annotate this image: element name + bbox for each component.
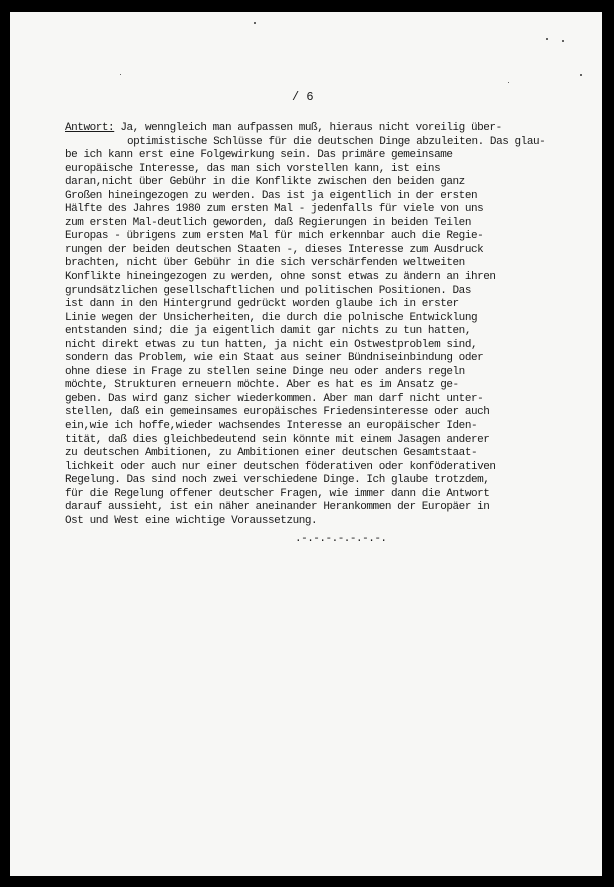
page-number: / 6 bbox=[292, 90, 314, 104]
text-line: optimistische Schlüsse für die deutschen Dinge abzuleiten. Das glau- bbox=[127, 135, 546, 148]
scan-speck bbox=[508, 82, 509, 83]
text-line: sondern das Problem, wie ein Staat aus seiner Bündniseinbindung oder bbox=[65, 352, 484, 365]
answer-label: Antwort: bbox=[65, 122, 115, 134]
text-line: entstanden sind; die ja eigentlich damit gar nichts zu tun hatten, bbox=[65, 325, 471, 338]
text-line: zum ersten Mal-deutlich geworden, daß Regierungen in beiden Teilen bbox=[65, 216, 471, 229]
text-line: lichkeit oder auch nur einer deutschen föderativen oder konföderativen bbox=[65, 460, 496, 473]
text-line: europäische Interesse, das man sich vorstellen kann, ist eins bbox=[65, 162, 441, 175]
text-line: ist dann in den Hintergrund gedrückt worden glaube ich in erster bbox=[65, 298, 459, 311]
text-line: rungen der beiden deutschen Staaten -, dieses Interesse zum Ausdruck bbox=[65, 243, 484, 256]
text-line: darauf aussieht, ist ein näher aneinander Herankommen der Europäer in bbox=[65, 501, 490, 514]
scan-speck bbox=[580, 74, 582, 76]
scan-speck bbox=[254, 22, 256, 24]
text-line: grundsätzlichen gesellschaftlichen und politischen Positionen. Das bbox=[65, 284, 471, 297]
text-line: für die Regelung offener deutscher Fragen, wie immer dann die Antwort bbox=[65, 487, 490, 500]
document-page bbox=[10, 12, 602, 876]
scan-speck bbox=[546, 38, 548, 40]
section-separator: .-.-.-.-.-.-.-. bbox=[295, 533, 387, 545]
text-line: stellen, daß ein gemeinsames europäisches Friedensinteresse oder auch bbox=[65, 406, 490, 419]
text-line: möchte, Strukturen erneuern möchte. Aber es hat es im Ansatz ge- bbox=[65, 379, 459, 392]
text-line: Ost und West eine wichtige Voraussetzung. bbox=[65, 514, 318, 527]
first-line-text: Ja, wenngleich man aufpassen muß, hieraus nicht voreilig über- bbox=[114, 122, 502, 134]
text-line: geben. Das wird ganz sicher wiederkommen. Aber man darf nicht unter- bbox=[65, 392, 484, 405]
scan-speck bbox=[562, 40, 564, 42]
text-line: Linie wegen der Unsicherheiten, die durch die polnische Entwicklung bbox=[65, 311, 478, 324]
text-line: nicht direkt etwas zu tun hatten, ja nicht ein Ostwestproblem sind, bbox=[65, 338, 478, 351]
text-line: Konflikte hineingezogen zu werden, ohne sonst etwas zu ändern an ihren bbox=[65, 271, 496, 284]
text-line: Europas - übrigens zum ersten Mal für mich erkennbar auch die Regie- bbox=[65, 230, 484, 243]
text-line: be ich kann erst eine Folgewirkung sein. Das primäre gemeinsame bbox=[65, 149, 453, 162]
text-line: ohne diese in Frage zu stellen seine Dinge neu oder anders regeln bbox=[65, 365, 465, 378]
text-line: zu deutschen Ambitionen, zu Ambitionen einer deutschen Gesamtstaat- bbox=[65, 447, 478, 460]
text-line: tität, daß dies gleichbedeutend sein könnte mit einem Jasagen anderer bbox=[65, 433, 490, 446]
text-line: daran,nicht über Gebühr in die Konflikte zwischen den beiden ganz bbox=[65, 176, 465, 189]
answer-paragraph bbox=[65, 122, 585, 528]
text-line: Hälfte des Jahres 1980 zum ersten Mal - jedenfalls für viele von uns bbox=[65, 203, 484, 216]
text-line: ein,wie ich hoffe,wieder wachsendes Interesse an europäischer Iden- bbox=[65, 420, 478, 433]
scan-speck bbox=[120, 74, 121, 75]
text-line: Regelung. Das sind noch zwei verschiedene Dinge. Ich glaube trotzdem, bbox=[65, 474, 490, 487]
text-line: brachten, nicht über Gebühr in die sich verschärfenden weltweiten bbox=[65, 257, 465, 270]
text-line: Großen hineingezogen zu werden. Das ist ja eigentlich in der ersten bbox=[65, 189, 478, 202]
text-line-1 bbox=[65, 122, 585, 136]
